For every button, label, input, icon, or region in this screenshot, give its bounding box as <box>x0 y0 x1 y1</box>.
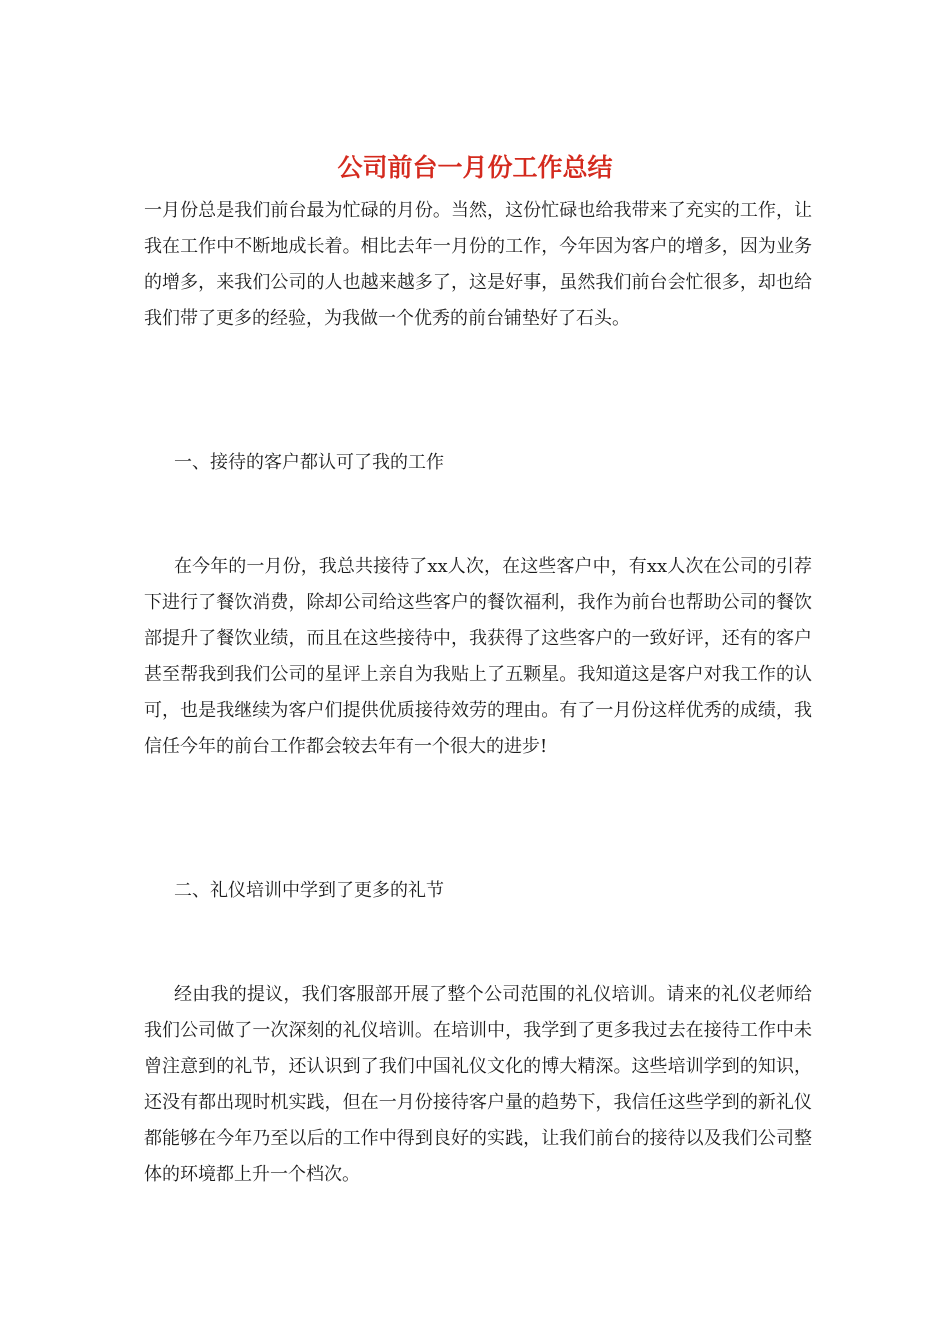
section-heading-2: 二、礼仪培训中学到了更多的礼节 <box>174 880 444 901</box>
document-title: 公司前台一月份工作总结 <box>337 153 613 182</box>
section-heading-1: 一、接待的客户都认可了我的工作 <box>174 452 444 473</box>
intro-paragraph: 一月份总是我们前台最为忙碌的月份。当然，这份忙碌也给我带来了充实的工作，让我在工作中不断地成长着。相比去年一月份的工作，今年因为客户的增多，因为业务的增多，来我们公司的人也越来越多了，这是好事，虽然我们前台会忙很多，却也给我们带了更多的经验，为我做一个优秀的前台铺垫好了石头。 <box>144 200 812 329</box>
section-body-2: 经由我的提议，我们客服部开展了整个公司范围的礼仪培训。请来的礼仪老师给我们公司做了一次深刻的礼仪培训。在培训中，我学到了更多我过去在接待工作中未曾注意到的礼节，还认识到了我们中国礼仪文化的博大精深。这些培训学到的知识，还没有都出现时机实践，但在一月份接待客户量的趋势下，我信任这些学到的新礼仪都能够在今年乃至以后的工作中得到良好的实践，让我们前台的接待以及我们公司整体的环境都上升一个档次。 <box>144 984 812 1185</box>
section-body-1: 在今年的一月份，我总共接待了xx人次，在这些客户中，有xx人次在公司的引荐下进行了餐饮消费，除却公司给这些客户的餐饮福利，我作为前台也帮助公司的餐饮部提升了餐饮业绩，而且在这些接待中，我获得了这些客户的一致好评，还有的客户甚至帮我到我们公司的星评上亲自为我贴上了五颗星。我知道这是客户对我工作的认可，也是我继续为客户们提供优质接待效劳的理由。有了一月份这样优秀的成绩，我信任今年的前台工作都会较去年有一个很大的进步! <box>144 556 812 757</box>
